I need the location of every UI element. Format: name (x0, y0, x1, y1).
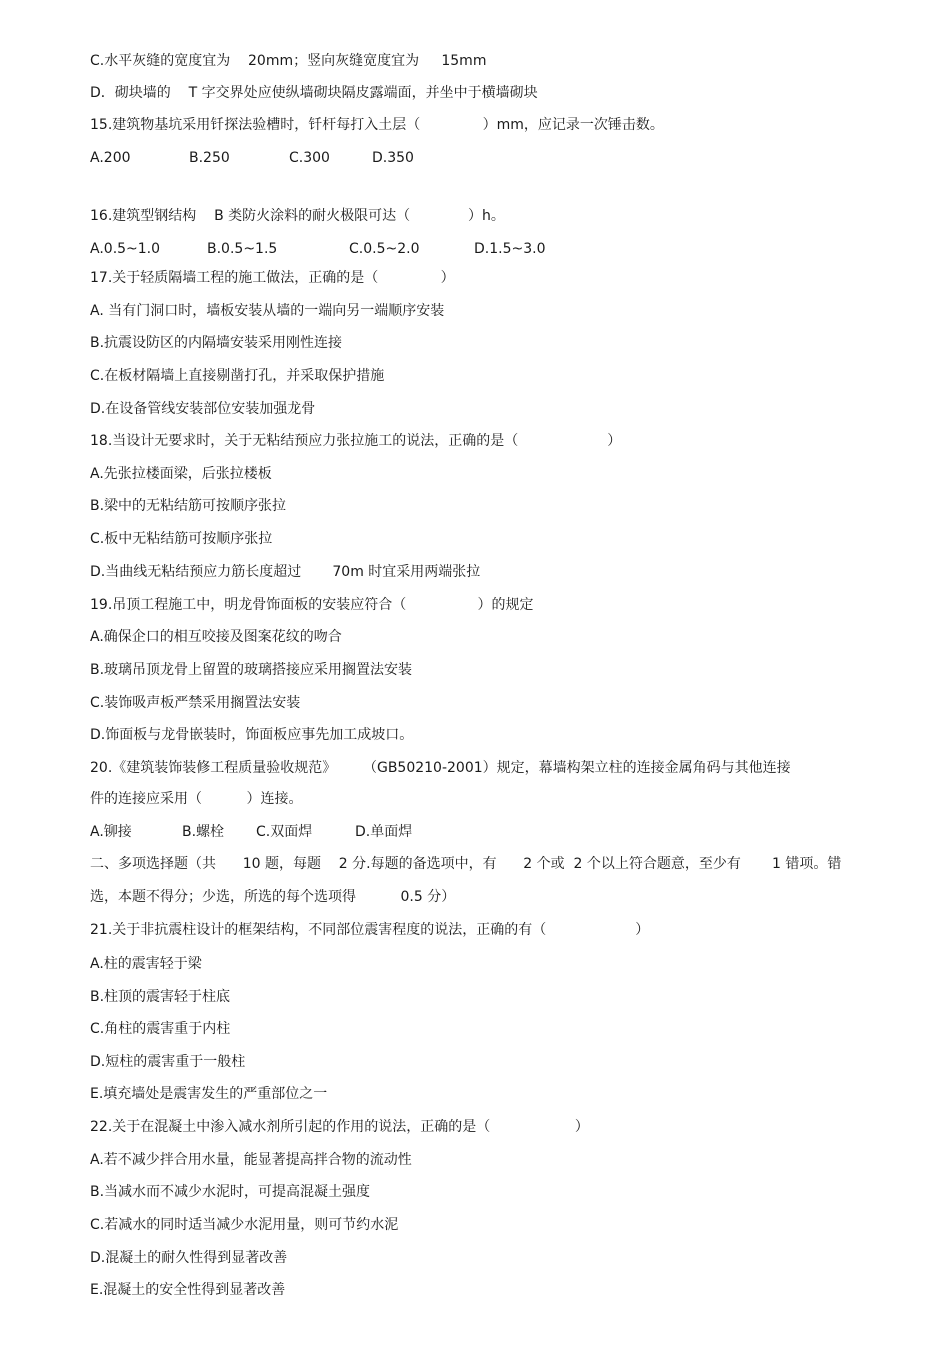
q17-stem: 17.关于轻质隔墙工程的施工做法，正确的是（ ） (90, 270, 455, 286)
section-heading-line2: 选，本题不得分；少选，所选的每个选项得 0.5 分） (90, 889, 456, 905)
q18-option-c: C.板中无粘结筋可按顺序张拉 (90, 531, 273, 547)
q15-option-a: A.200 (90, 150, 131, 166)
q21-stem: 21.关于非抗震柱设计的框架结构，不同部位震害程度的说法，正确的有（ ） (90, 922, 650, 938)
q18-stem: 18.当设计无要求时，关于无粘结预应力张拉施工的说法，正确的是（ ） (90, 433, 622, 449)
q21-option-b: B.柱顶的震害轻于柱底 (90, 989, 231, 1005)
q15-stem: 15.建筑物基坑采用钎探法验槽时，钎杆每打入土层（ ）mm，应记录一次锤击数。 (90, 117, 664, 133)
q18-option-d: D.当曲线无粘结预应力筋长度超过 70m 时宜采用两端张拉 (90, 564, 481, 580)
q22-option-d: D.混凝土的耐久性得到显著改善 (90, 1250, 288, 1266)
q17-option-c: C.在板材隔墙上直接剔凿打孔，并采取保护措施 (90, 368, 385, 384)
q14-option-d: D．砌块墙的 T 字交界处应使纵墙砌块隔皮露端面，并坐中于横墙砌块 (90, 85, 538, 101)
q18-option-b: B.梁中的无粘结筋可按顺序张拉 (90, 498, 287, 514)
q16-option-b: B.0.5~1.5 (207, 241, 278, 257)
q16-option-a: A.0.5~1.0 (90, 241, 161, 257)
section-heading-line1: 二、多项选择题（共 10 题，每题 2 分.每题的备选项中，有 2 个或 2 个以上符合题意，至少有 1 错项。错 (90, 856, 842, 872)
q22-option-e: E.混凝土的安全性得到显著改善 (90, 1282, 286, 1298)
q22-stem: 22.关于在混凝土中渗入减水剂所引起的作用的说法，正确的是（ ） (90, 1119, 589, 1135)
q20-option-d: D.单面焊 (355, 824, 413, 840)
q19-stem: 19.吊顶工程施工中，明龙骨饰面板的安装应符合（ ）的规定 (90, 597, 534, 613)
q21-option-c: C.角柱的震害重于内柱 (90, 1021, 231, 1037)
q16-option-c: C.0.5~2.0 (349, 241, 420, 257)
q20-option-c: C.双面焊 (256, 824, 313, 840)
q18-option-a: A.先张拉楼面梁，后张拉楼板 (90, 466, 272, 482)
q22-option-a: A.若不减少拌合用水量，能显著提高拌合物的流动性 (90, 1152, 412, 1168)
q15-option-d: D.350 (372, 150, 414, 166)
q21-option-a: A.柱的震害轻于梁 (90, 956, 202, 972)
q17-option-b: B.抗震设防区的内隔墙安装采用刚性连接 (90, 335, 343, 351)
q16-option-d: D.1.5~3.0 (474, 241, 546, 257)
q21-option-d: D.短柱的震害重于一般柱 (90, 1054, 246, 1070)
q19-option-b: B.玻璃吊顶龙骨上留置的玻璃搭接应采用搁置法安装 (90, 662, 413, 678)
q19-option-a: A.确保企口的相互咬接及图案花纹的吻合 (90, 629, 342, 645)
q19-option-d: D.饰面板与龙骨嵌装时，饰面板应事先加工成坡口。 (90, 727, 414, 743)
q20-stem-line1: 20.《建筑装饰装修工程质量验收规范》 （GB50210-2001）规定，幕墙构架立柱的连接金属角码与其他连接 (90, 760, 791, 776)
q17-option-a: A. 当有门洞口时，墙板安装从墙的一端向另一端顺序安装 (90, 303, 445, 319)
q16-stem: 16.建筑型钢结构 B 类防火涂料的耐火极限可达（ ）h。 (90, 208, 505, 224)
q20-stem-line2: 件的连接应采用（ ）连接。 (90, 791, 303, 807)
q17-option-d: D.在设备管线安装部位安装加强龙骨 (90, 401, 316, 417)
q20-option-a: A.铆接 (90, 824, 132, 840)
q19-option-c: C.装饰吸声板严禁采用搁置法安装 (90, 695, 301, 711)
q20-option-b: B.螺栓 (182, 824, 225, 840)
q22-option-b: B.当减水而不减少水泥时，可提高混凝土强度 (90, 1184, 371, 1200)
q14-option-c: C.水平灰缝的宽度宜为 20mm；竖向灰缝宽度宜为 15mm (90, 53, 487, 69)
q15-option-c: C.300 (289, 150, 330, 166)
q21-option-e: E.填充墙处是震害发生的严重部位之一 (90, 1086, 328, 1102)
q15-option-b: B.250 (189, 150, 230, 166)
q22-option-c: C.若减水的同时适当减少水泥用量，则可节约水泥 (90, 1217, 399, 1233)
